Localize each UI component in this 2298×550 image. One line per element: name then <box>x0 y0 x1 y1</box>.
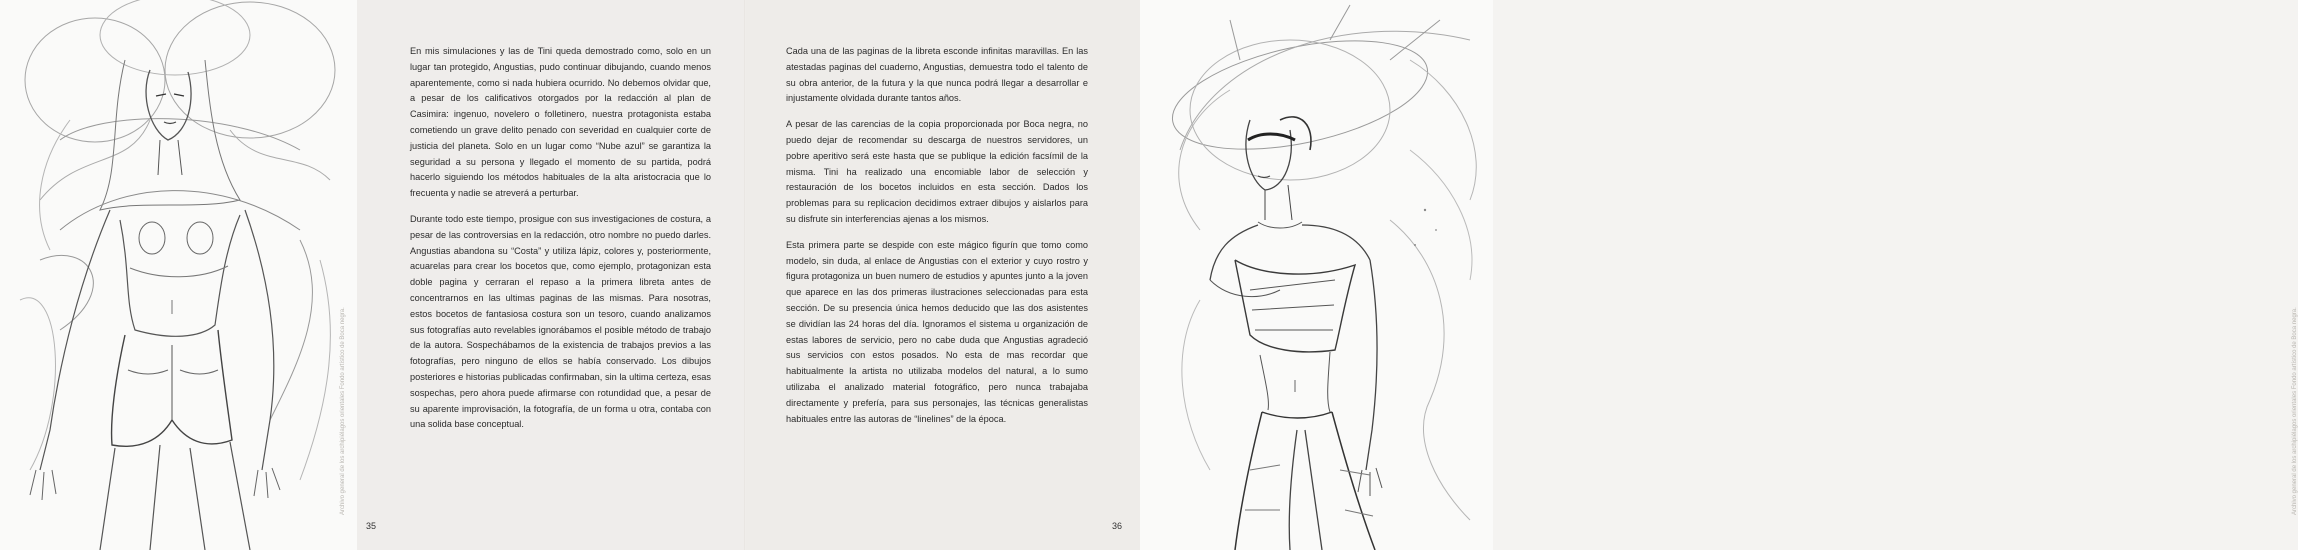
paragraph: A pesar de las carencias de la copia proporcionada por Boca negra, no puedo dejar de recomendar su descarga de nuestros servidores, un pobre aperitivo será este hasta que se publique la edición facsímil de la misma. Tini ha realizado una encomiable labor de selección y restauración de los bocetos incluidos en esta sección. Dados los problemas para su replicacion decidimos extraer dibujos y aislarlos para su disfrute sin interferencias ajenas a los mismos. <box>786 119 1088 224</box>
right-page-text-column <box>786 44 1088 437</box>
sketch-figure-hat-woman <box>0 0 357 550</box>
fashion-sketch-right-image <box>1140 0 2298 550</box>
paragraph: Durante todo este tiempo, prosigue con sus investigaciones de costura, a pesar de las controversias en la redacción, otro nombre no puedo darles. Angustias abandona su “Costa” y utiliza lápiz, colores y, posteriormente, acuarelas para crear los bocetos que, como ejemplo, protagonizan esta doble pagina y cerraran el repaso a la primera libreta antes de concentrarnos en las ultimas paginas de las mismas. Para nosotras, estos bocetos de fantasiosa costura son un tesoro, cuando analizamos sus fotografías auto revelables ignorábamos el posible método de trabajo de la autora. Sospechábamos de la existencia de trabajos previos a las fotografías, pero ninguno de ellos se había conservado. Los dibujos posteriores e historias publicadas confirmaban, sin la ultima certeza, esas sospechas, pero ahora puede afirmarse con rotundidad que, a pesar de su aparente improvisación, la fotografía, de un forma u otra, contaba con una solida base conceptual. <box>410 213 711 430</box>
paragraph: Cada una de las paginas de la libreta esconde infinitas maravillas. En las atestadas paginas del cuaderno, Angustias, demuestra todo el talento de su obra anterior, de la futura y la que nunca podrá llegar a desarrollar e injustamente olvidada durante tantos años. <box>786 46 1088 104</box>
left-page-text-column <box>410 44 711 443</box>
paragraph: Esta primera parte se despide con este mágico figurín que tomo como modelo, sin duda, al enlace de Angustias con el exterior y cuyo rostro y figura protagoniza un buen numero de estudios y apuntes junto a la joven que aparece en las dos primeras ilustraciones seleccionadas para esta sección. De su presencia única hemos deducido que las dos asistentes se dividían las 24 horas del día. Ignoramos el sistema u organización de estas labores de servicio, pero no cabe duda que Angustias agradeció sus servicios con estos posados. No esta de mas recordar que habitualmente la artista no utilizaba modelos del natural, a lo sumo utilizaba el analizado material fotográfico, pero nunca trabajaba directamente y prefería, para sus personajes, las técnicas generalistas habituales entre las autoras de “linelines” de la época. <box>786 239 1088 424</box>
sketch-figure-wide-hat-woman <box>1140 0 1493 550</box>
page-35 <box>357 0 746 550</box>
paragraph: En mis simulaciones y las de Tini queda demostrado como, solo en un lugar tan protegido, Angustias, pudo continuar dibujando, cuando menos aparentemente, como si nada hubiera ocurrido. No debemos olvidar que, a pesar de los calificativos otorgados por la redacción al plan de Casimira: ingenuo, novelero o folletinero, nuestra protagonista estaba cometiendo un grave delito penado con severidad en cualquier corte de justicia del planeta. Solo en un lugar como “Nube azul” se garantiza la seguridad a su persona y llegado el momento de su partida, podrá hacerlo siguiendo los métodos habituales de la alta aristocracia que lo frecuenta y nadie se atreverá a perturbar. <box>410 46 711 199</box>
page-number: 36 <box>1112 521 1123 531</box>
page-number: 35 <box>366 521 377 531</box>
image-credit-left: Archivo general de los archipiélagos orientales Fondo artístico de Boca negra. <box>340 307 346 515</box>
fashion-sketch-left-image <box>0 0 357 550</box>
page-36 <box>746 0 1140 550</box>
image-credit-right: Archivo general de los archipiélagos orientales Fondo artístico de Boca negra. <box>2292 307 2298 515</box>
